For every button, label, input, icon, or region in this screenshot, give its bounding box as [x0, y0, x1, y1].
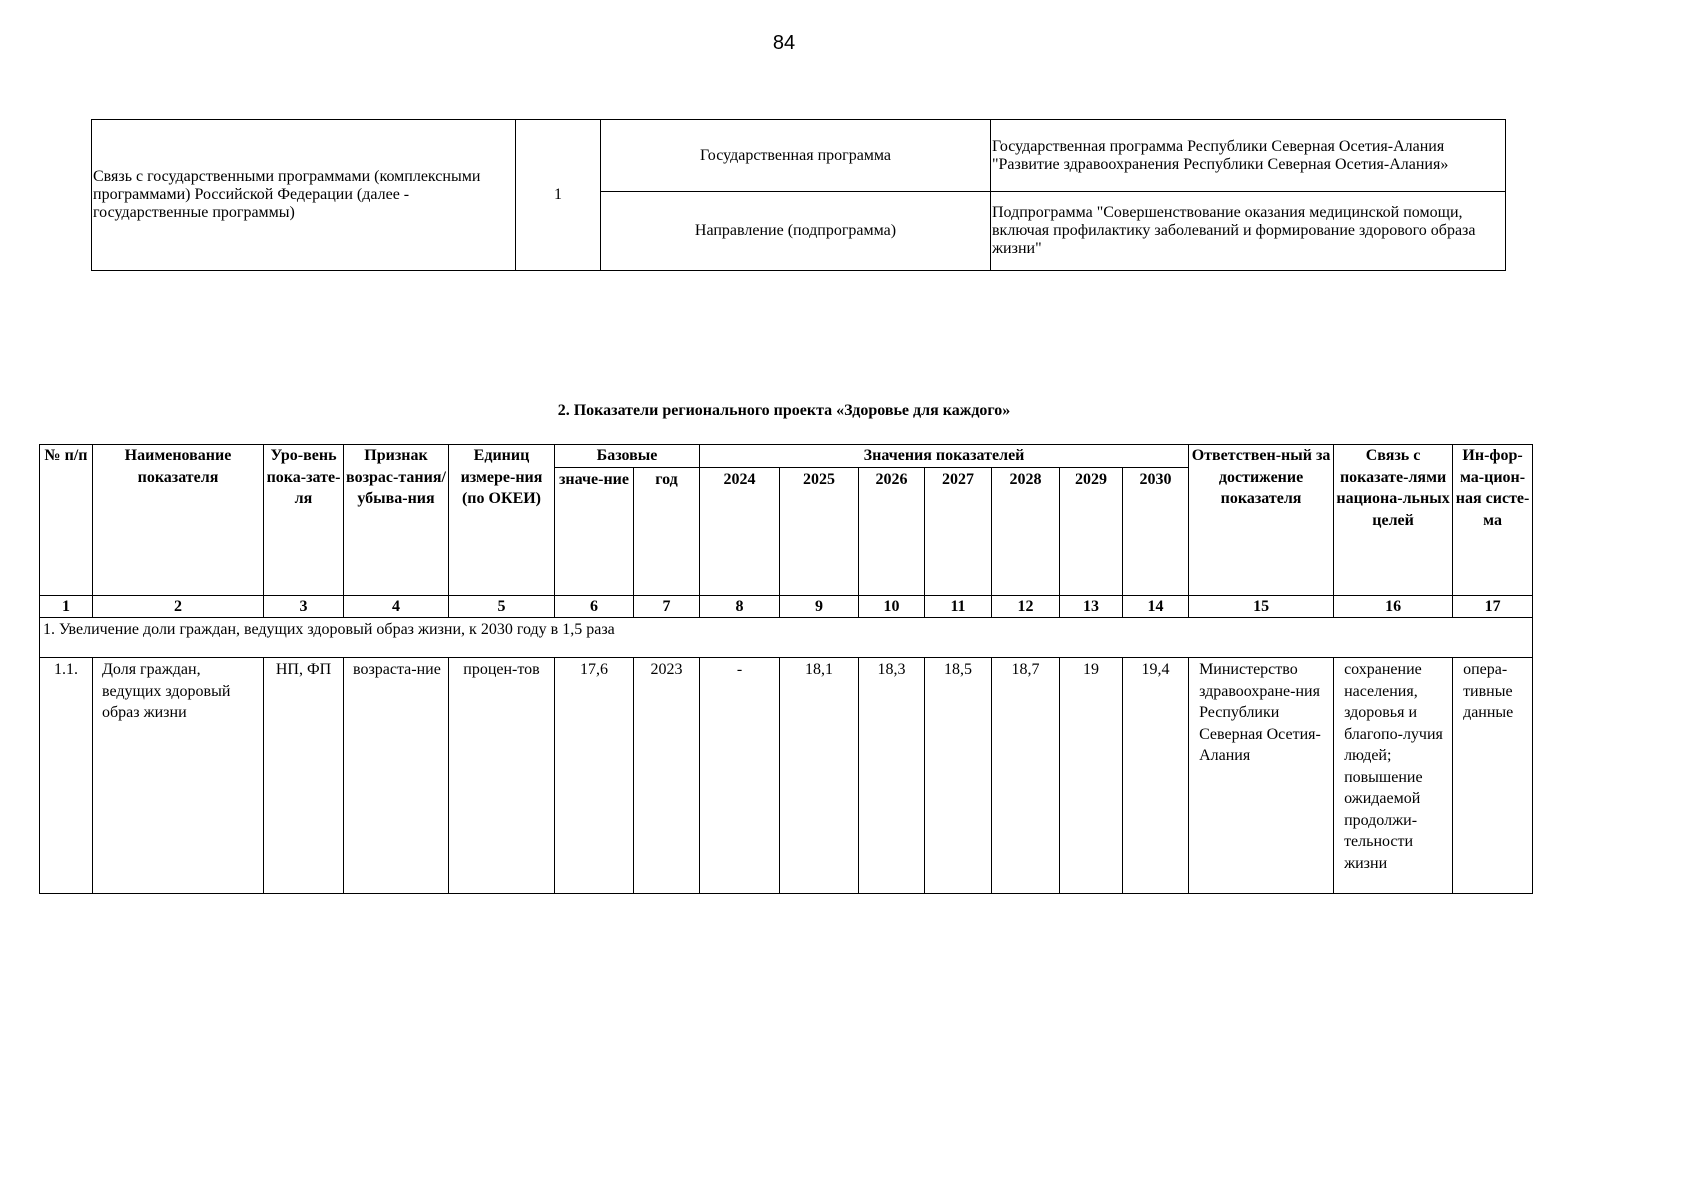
column-number: 4 [344, 595, 449, 618]
section-title: 2. Показатели регионального проекта «Здоровье для каждого» [557, 402, 1011, 419]
subprogram-type-label: Направление (подпрограмма) [601, 192, 991, 271]
row-responsible: Министерство здравоохране-ния Республики Северная Осетия-Алания [1189, 658, 1334, 894]
column-number: 16 [1334, 595, 1453, 618]
row-trend: возраста-ние [344, 658, 449, 894]
column-number: 9 [780, 595, 859, 618]
header-trend: Признак возрас-тания/ убыва-ния [344, 445, 449, 596]
header-year-2025: 2025 [780, 467, 859, 595]
row-value-2029: 19 [1060, 658, 1123, 894]
header-year-2030: 2030 [1123, 467, 1189, 595]
header-year-2024: 2024 [700, 467, 780, 595]
program-row [92, 120, 1506, 192]
column-number: 15 [1189, 595, 1334, 618]
header-info-system: Ин-фор-ма-цион-ная систе-ма [1453, 445, 1533, 596]
column-number: 1 [40, 595, 93, 618]
row-level: НП, ФП [264, 658, 344, 894]
column-number: 12 [992, 595, 1060, 618]
row-unit: процен-тов [449, 658, 555, 894]
goal-row [40, 618, 1533, 658]
indicators-table [39, 444, 1533, 894]
header-year-2028: 2028 [992, 467, 1060, 595]
program-link-table [91, 119, 1506, 271]
program-link-number: 1 [516, 120, 601, 271]
page-number: 84 [772, 32, 796, 54]
header-level: Уро-вень пока-зате-ля [264, 445, 344, 596]
header-base-year: год [634, 467, 700, 595]
column-number: 11 [925, 595, 992, 618]
row-value-2027: 18,5 [925, 658, 992, 894]
header-year-2026: 2026 [859, 467, 925, 595]
column-number: 7 [634, 595, 700, 618]
column-number: 8 [700, 595, 780, 618]
header-base-value: значе-ние [555, 467, 634, 595]
column-number: 5 [449, 595, 555, 618]
row-value-2026: 18,3 [859, 658, 925, 894]
row-value-2024: - [700, 658, 780, 894]
header-year-2027: 2027 [925, 467, 992, 595]
header-name: Наименование показателя [93, 445, 264, 596]
column-number: 13 [1060, 595, 1123, 618]
subprogram-type-value: Подпрограмма "Совершенствование оказания медицинской помощи, включая профилактику заболеваний и формирование здорового образа жизни" [991, 192, 1506, 271]
program-type-value: Государственная программа Республики Северная Осетия-Алания "Развитие здравоохранения Республики Северная Осетия-Алания» [991, 120, 1506, 192]
row-base-value: 17,6 [555, 658, 634, 894]
row-value-2028: 18,7 [992, 658, 1060, 894]
header-responsible: Ответствен-ный за достижение показателя [1189, 445, 1334, 596]
header-year-2029: 2029 [1060, 467, 1123, 595]
column-number: 2 [93, 595, 264, 618]
header-num: № п/п [40, 445, 93, 596]
row-info-system: опера-тивные данные [1453, 658, 1533, 894]
goal-text: 1. Увеличение доли граждан, ведущих здоровый образ жизни, к 2030 году в 1,5 раза [40, 618, 1533, 658]
column-number: 10 [859, 595, 925, 618]
program-link-label: Связь с государственными программами (комплексными программами) Российской Федерации (далее - государственные программы) [92, 120, 516, 271]
row-national-goals: сохранение населения, здоровья и благопо-лучия людей; повышение ожидаемой продолжи-тельности жизни [1334, 658, 1453, 894]
column-number: 6 [555, 595, 634, 618]
column-number: 3 [264, 595, 344, 618]
table-row [40, 658, 1533, 894]
header-row-1 [40, 445, 1533, 468]
row-base-year: 2023 [634, 658, 700, 894]
row-value-2030: 19,4 [1123, 658, 1189, 894]
program-type-label: Государственная программа [601, 120, 991, 192]
header-national-goals: Связь с показате-лями национа-льных целей [1334, 445, 1453, 596]
header-unit: Единиц измере-ния (по ОКЕИ) [449, 445, 555, 596]
header-base-group: Базовые [555, 445, 700, 468]
row-name: Доля граждан, ведущих здоровый образ жизни [93, 658, 264, 894]
header-values-group: Значения показателей [700, 445, 1189, 468]
column-number-row [40, 595, 1533, 618]
column-number: 14 [1123, 595, 1189, 618]
row-num: 1.1. [40, 658, 93, 894]
column-number: 17 [1453, 595, 1533, 618]
row-value-2025: 18,1 [780, 658, 859, 894]
